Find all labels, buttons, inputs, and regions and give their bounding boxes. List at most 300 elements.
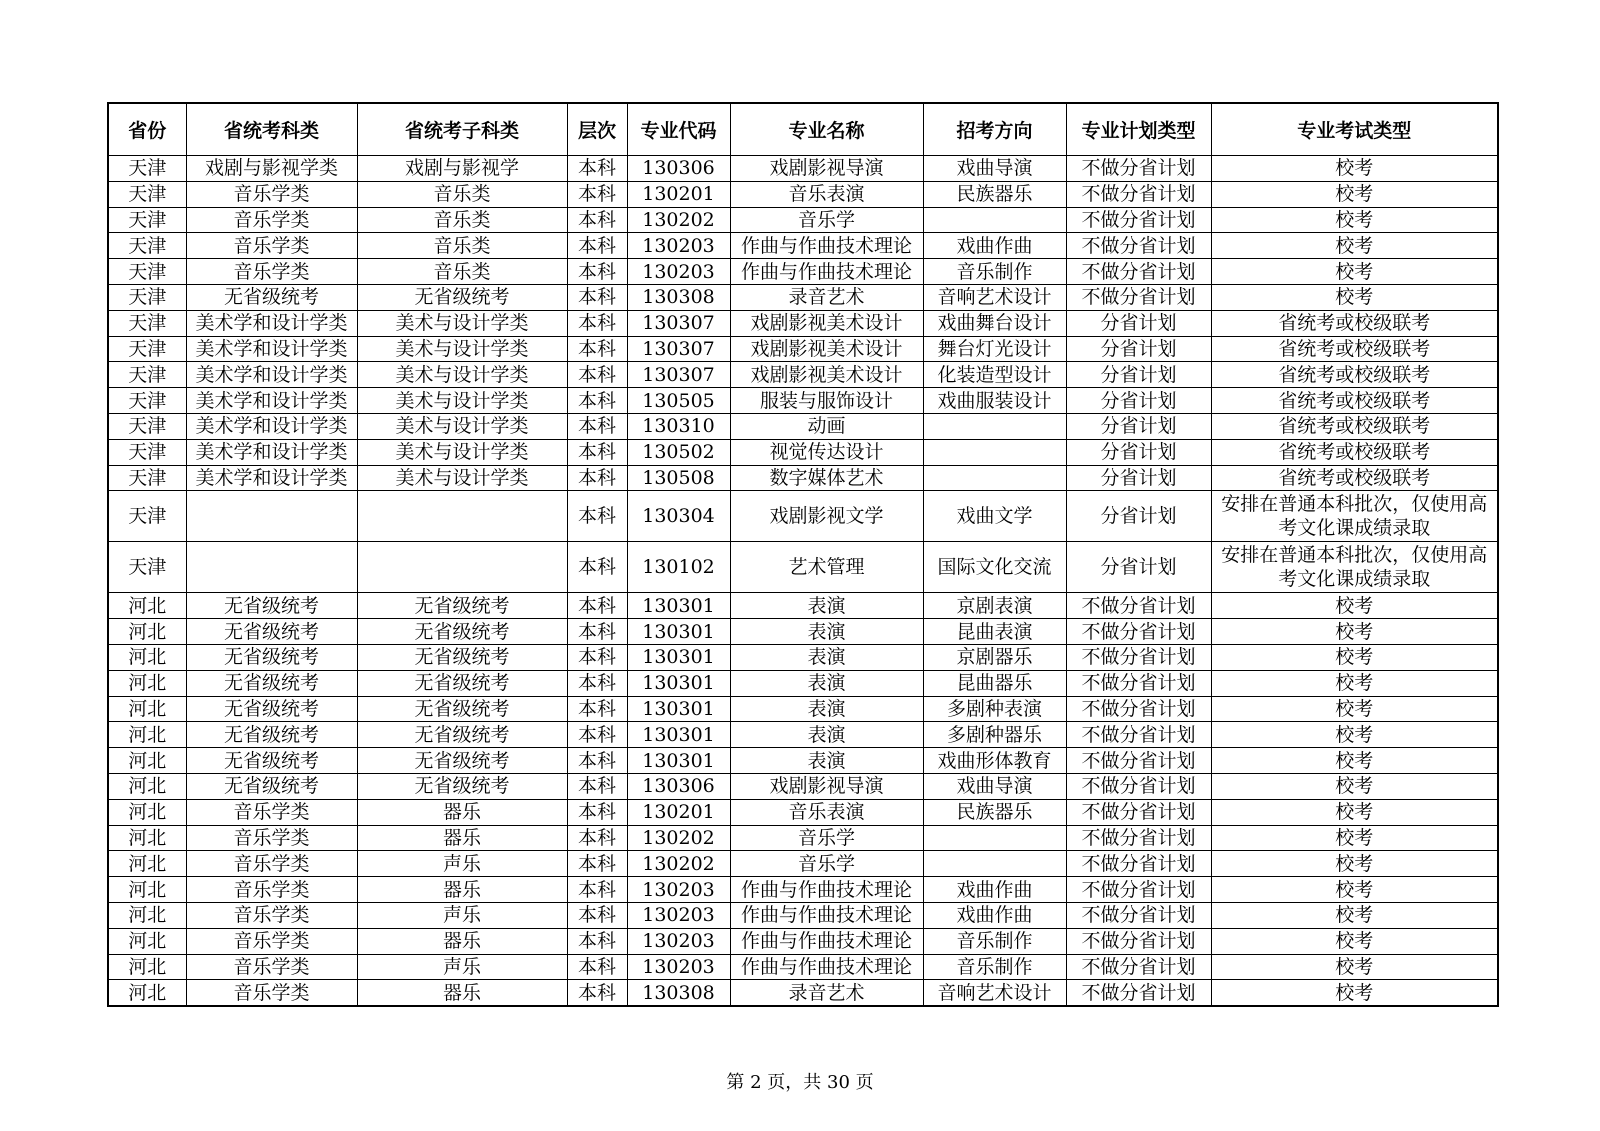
table-row <box>108 362 1498 388</box>
cell-exam-type: 校考 <box>1211 696 1498 722</box>
cell-level: 本科 <box>567 181 627 207</box>
cell-admission-direction: 音乐制作 <box>923 259 1066 285</box>
cell-major-code: 130203 <box>627 259 730 285</box>
cell-exam-subcategory: 声乐 <box>357 902 567 928</box>
cell-exam-subcategory: 无省级统考 <box>357 670 567 696</box>
cell-exam-subcategory: 声乐 <box>357 954 567 980</box>
cell-level: 本科 <box>567 670 627 696</box>
cell-major-name: 作曲与作曲技术理论 <box>730 954 923 980</box>
cell-level: 本科 <box>567 928 627 954</box>
cell-major-code: 130203 <box>627 954 730 980</box>
cell-major-code: 130508 <box>627 465 730 491</box>
table-row <box>108 928 1498 954</box>
cell-major-name: 音乐表演 <box>730 799 923 825</box>
cell-level: 本科 <box>567 696 627 722</box>
table-row <box>108 259 1498 285</box>
cell-major-code: 130505 <box>627 388 730 414</box>
cell-admission-direction <box>923 439 1066 465</box>
cell-exam-subcategory: 无省级统考 <box>357 696 567 722</box>
cell-province: 河北 <box>108 619 186 645</box>
cell-exam-subcategory: 声乐 <box>357 851 567 877</box>
cell-level: 本科 <box>567 644 627 670</box>
cell-plan-type: 不做分省计划 <box>1066 928 1211 954</box>
table-row <box>108 851 1498 877</box>
cell-major-code: 130301 <box>627 696 730 722</box>
cell-plan-type: 不做分省计划 <box>1066 773 1211 799</box>
cell-province: 天津 <box>108 336 186 362</box>
cell-exam-type: 安排在普通本科批次，仅使用高考文化课成绩录取 <box>1211 491 1498 542</box>
cell-exam-type: 校考 <box>1211 773 1498 799</box>
cell-level: 本科 <box>567 336 627 362</box>
cell-major-name: 数字媒体艺术 <box>730 465 923 491</box>
cell-plan-type: 分省计划 <box>1066 491 1211 542</box>
cell-province: 河北 <box>108 928 186 954</box>
cell-plan-type: 分省计划 <box>1066 413 1211 439</box>
cell-major-code: 130306 <box>627 156 730 182</box>
table-row <box>108 902 1498 928</box>
cell-exam-subcategory <box>357 491 567 542</box>
cell-major-code: 130301 <box>627 722 730 748</box>
cell-level: 本科 <box>567 439 627 465</box>
cell-plan-type: 不做分省计划 <box>1066 619 1211 645</box>
cell-province: 河北 <box>108 877 186 903</box>
cell-exam-subcategory: 无省级统考 <box>357 748 567 774</box>
cell-exam-type: 校考 <box>1211 799 1498 825</box>
cell-admission-direction: 音乐制作 <box>923 928 1066 954</box>
cell-plan-type: 分省计划 <box>1066 465 1211 491</box>
cell-province: 天津 <box>108 362 186 388</box>
table-row <box>108 722 1498 748</box>
cell-exam-type: 省统考或校级联考 <box>1211 336 1498 362</box>
table-row <box>108 980 1498 1006</box>
cell-exam-type: 校考 <box>1211 748 1498 774</box>
cell-exam-category: 音乐学类 <box>186 902 357 928</box>
cell-level: 本科 <box>567 542 627 593</box>
table-row <box>108 388 1498 414</box>
cell-admission-direction: 多剧种器乐 <box>923 722 1066 748</box>
cell-exam-category: 无省级统考 <box>186 284 357 310</box>
cell-exam-type: 省统考或校级联考 <box>1211 439 1498 465</box>
cell-admission-direction <box>923 207 1066 233</box>
cell-province: 河北 <box>108 748 186 774</box>
cell-exam-subcategory: 无省级统考 <box>357 644 567 670</box>
cell-major-code: 130201 <box>627 799 730 825</box>
cell-major-name: 视觉传达设计 <box>730 439 923 465</box>
column-header-province: 省份 <box>108 103 186 156</box>
cell-province: 天津 <box>108 259 186 285</box>
cell-major-code: 130203 <box>627 233 730 259</box>
cell-province: 河北 <box>108 902 186 928</box>
cell-plan-type: 不做分省计划 <box>1066 980 1211 1006</box>
cell-exam-category: 音乐学类 <box>186 825 357 851</box>
cell-major-name: 戏剧影视美术设计 <box>730 362 923 388</box>
cell-major-name: 音乐学 <box>730 825 923 851</box>
cell-exam-subcategory: 美术与设计学类 <box>357 336 567 362</box>
table-row <box>108 336 1498 362</box>
cell-exam-category: 无省级统考 <box>186 619 357 645</box>
cell-major-name: 艺术管理 <box>730 542 923 593</box>
table-row <box>108 619 1498 645</box>
table-row <box>108 465 1498 491</box>
cell-major-name: 表演 <box>730 670 923 696</box>
cell-exam-type: 校考 <box>1211 954 1498 980</box>
cell-level: 本科 <box>567 284 627 310</box>
cell-level: 本科 <box>567 207 627 233</box>
cell-province: 河北 <box>108 773 186 799</box>
cell-plan-type: 分省计划 <box>1066 336 1211 362</box>
cell-exam-subcategory: 无省级统考 <box>357 619 567 645</box>
cell-level: 本科 <box>567 748 627 774</box>
cell-plan-type: 不做分省计划 <box>1066 593 1211 619</box>
cell-plan-type: 不做分省计划 <box>1066 207 1211 233</box>
cell-exam-category: 无省级统考 <box>186 696 357 722</box>
cell-exam-category: 音乐学类 <box>186 207 357 233</box>
cell-exam-category: 美术学和设计学类 <box>186 465 357 491</box>
cell-plan-type: 不做分省计划 <box>1066 851 1211 877</box>
cell-exam-type: 校考 <box>1211 877 1498 903</box>
cell-major-code: 130203 <box>627 877 730 903</box>
cell-exam-subcategory: 美术与设计学类 <box>357 413 567 439</box>
table-row <box>108 181 1498 207</box>
cell-exam-category: 戏剧与影视学类 <box>186 156 357 182</box>
cell-plan-type: 分省计划 <box>1066 439 1211 465</box>
cell-plan-type: 不做分省计划 <box>1066 954 1211 980</box>
cell-level: 本科 <box>567 722 627 748</box>
cell-major-name: 作曲与作曲技术理论 <box>730 902 923 928</box>
cell-exam-category: 美术学和设计学类 <box>186 362 357 388</box>
cell-level: 本科 <box>567 465 627 491</box>
table-row <box>108 413 1498 439</box>
cell-province: 天津 <box>108 284 186 310</box>
cell-exam-subcategory: 音乐类 <box>357 259 567 285</box>
cell-plan-type: 不做分省计划 <box>1066 877 1211 903</box>
cell-exam-category: 美术学和设计学类 <box>186 439 357 465</box>
cell-exam-subcategory: 无省级统考 <box>357 593 567 619</box>
cell-exam-type: 校考 <box>1211 670 1498 696</box>
cell-exam-type: 省统考或校级联考 <box>1211 465 1498 491</box>
cell-plan-type: 分省计划 <box>1066 310 1211 336</box>
table-row <box>108 233 1498 259</box>
cell-admission-direction: 京剧表演 <box>923 593 1066 619</box>
cell-province: 天津 <box>108 233 186 259</box>
cell-exam-type: 校考 <box>1211 980 1498 1006</box>
cell-exam-category: 音乐学类 <box>186 928 357 954</box>
cell-level: 本科 <box>567 877 627 903</box>
header-row <box>108 103 1498 156</box>
cell-exam-category: 音乐学类 <box>186 259 357 285</box>
cell-level: 本科 <box>567 799 627 825</box>
cell-major-name: 戏剧影视美术设计 <box>730 310 923 336</box>
cell-exam-category: 无省级统考 <box>186 644 357 670</box>
cell-admission-direction: 戏曲作曲 <box>923 877 1066 903</box>
cell-level: 本科 <box>567 954 627 980</box>
table-row <box>108 877 1498 903</box>
cell-exam-category: 无省级统考 <box>186 593 357 619</box>
cell-level: 本科 <box>567 156 627 182</box>
cell-admission-direction: 戏曲形体教育 <box>923 748 1066 774</box>
cell-exam-type: 校考 <box>1211 928 1498 954</box>
column-header-exam-category: 省统考科类 <box>186 103 357 156</box>
cell-admission-direction <box>923 465 1066 491</box>
cell-major-code: 130310 <box>627 413 730 439</box>
cell-province: 河北 <box>108 593 186 619</box>
cell-province: 天津 <box>108 388 186 414</box>
cell-exam-subcategory: 器乐 <box>357 825 567 851</box>
cell-major-code: 130308 <box>627 284 730 310</box>
cell-exam-category: 美术学和设计学类 <box>186 413 357 439</box>
cell-plan-type: 不做分省计划 <box>1066 722 1211 748</box>
cell-exam-type: 省统考或校级联考 <box>1211 362 1498 388</box>
cell-admission-direction: 音响艺术设计 <box>923 980 1066 1006</box>
cell-admission-direction <box>923 851 1066 877</box>
cell-level: 本科 <box>567 619 627 645</box>
cell-major-code: 130202 <box>627 207 730 233</box>
column-header-exam-subcategory: 省统考子科类 <box>357 103 567 156</box>
cell-major-name: 表演 <box>730 748 923 774</box>
cell-exam-category <box>186 491 357 542</box>
cell-plan-type: 分省计划 <box>1066 542 1211 593</box>
cell-plan-type: 分省计划 <box>1066 388 1211 414</box>
cell-admission-direction <box>923 413 1066 439</box>
table-row <box>108 207 1498 233</box>
cell-exam-type: 省统考或校级联考 <box>1211 413 1498 439</box>
cell-admission-direction: 多剧种表演 <box>923 696 1066 722</box>
cell-exam-category: 无省级统考 <box>186 722 357 748</box>
admissions-table <box>107 102 1499 1007</box>
cell-admission-direction: 戏曲服装设计 <box>923 388 1066 414</box>
cell-plan-type: 不做分省计划 <box>1066 696 1211 722</box>
cell-exam-type: 校考 <box>1211 722 1498 748</box>
cell-major-name: 录音艺术 <box>730 284 923 310</box>
cell-level: 本科 <box>567 593 627 619</box>
cell-admission-direction <box>923 825 1066 851</box>
cell-exam-subcategory: 音乐类 <box>357 233 567 259</box>
cell-admission-direction: 民族器乐 <box>923 181 1066 207</box>
cell-exam-subcategory: 无省级统考 <box>357 722 567 748</box>
table-row <box>108 773 1498 799</box>
cell-exam-type: 校考 <box>1211 207 1498 233</box>
table-row <box>108 593 1498 619</box>
cell-major-name: 音乐学 <box>730 207 923 233</box>
cell-level: 本科 <box>567 825 627 851</box>
cell-exam-subcategory: 器乐 <box>357 877 567 903</box>
cell-admission-direction: 音乐制作 <box>923 954 1066 980</box>
cell-exam-type: 校考 <box>1211 851 1498 877</box>
cell-level: 本科 <box>567 902 627 928</box>
cell-plan-type: 不做分省计划 <box>1066 259 1211 285</box>
column-header-exam-type: 专业考试类型 <box>1211 103 1498 156</box>
cell-major-name: 作曲与作曲技术理论 <box>730 877 923 903</box>
cell-exam-category: 无省级统考 <box>186 773 357 799</box>
cell-province: 河北 <box>108 851 186 877</box>
cell-exam-subcategory: 美术与设计学类 <box>357 465 567 491</box>
cell-exam-category <box>186 542 357 593</box>
page-footer: 第 2 页，共 30 页 <box>726 1072 874 1093</box>
table-row <box>108 670 1498 696</box>
cell-exam-subcategory: 音乐类 <box>357 207 567 233</box>
table-row <box>108 542 1498 593</box>
column-header-plan-type: 专业计划类型 <box>1066 103 1211 156</box>
cell-plan-type: 不做分省计划 <box>1066 670 1211 696</box>
cell-province: 河北 <box>108 825 186 851</box>
cell-province: 天津 <box>108 310 186 336</box>
cell-plan-type: 不做分省计划 <box>1066 233 1211 259</box>
cell-major-name: 表演 <box>730 644 923 670</box>
cell-level: 本科 <box>567 310 627 336</box>
cell-major-name: 作曲与作曲技术理论 <box>730 259 923 285</box>
cell-major-name: 戏剧影视文学 <box>730 491 923 542</box>
cell-level: 本科 <box>567 388 627 414</box>
cell-province: 河北 <box>108 644 186 670</box>
cell-exam-category: 美术学和设计学类 <box>186 388 357 414</box>
cell-major-name: 音乐学 <box>730 851 923 877</box>
cell-exam-subcategory: 音乐类 <box>357 181 567 207</box>
cell-major-name: 戏剧影视美术设计 <box>730 336 923 362</box>
cell-admission-direction: 国际文化交流 <box>923 542 1066 593</box>
cell-level: 本科 <box>567 773 627 799</box>
cell-level: 本科 <box>567 851 627 877</box>
cell-province: 河北 <box>108 799 186 825</box>
table-row <box>108 696 1498 722</box>
cell-exam-category: 无省级统考 <box>186 670 357 696</box>
cell-exam-type: 省统考或校级联考 <box>1211 310 1498 336</box>
cell-plan-type: 不做分省计划 <box>1066 644 1211 670</box>
column-header-major-name: 专业名称 <box>730 103 923 156</box>
cell-major-name: 动画 <box>730 413 923 439</box>
cell-exam-type: 校考 <box>1211 902 1498 928</box>
column-header-level: 层次 <box>567 103 627 156</box>
column-header-admission-direction: 招考方向 <box>923 103 1066 156</box>
column-header-major-code: 专业代码 <box>627 103 730 156</box>
cell-level: 本科 <box>567 491 627 542</box>
cell-level: 本科 <box>567 233 627 259</box>
cell-major-code: 130301 <box>627 670 730 696</box>
cell-major-code: 130203 <box>627 902 730 928</box>
cell-province: 天津 <box>108 413 186 439</box>
cell-major-code: 130202 <box>627 851 730 877</box>
cell-plan-type: 不做分省计划 <box>1066 902 1211 928</box>
cell-province: 河北 <box>108 722 186 748</box>
table-row <box>108 310 1498 336</box>
cell-admission-direction: 戏曲作曲 <box>923 902 1066 928</box>
cell-major-code: 130307 <box>627 310 730 336</box>
cell-province: 河北 <box>108 696 186 722</box>
cell-major-name: 作曲与作曲技术理论 <box>730 928 923 954</box>
cell-major-code: 130203 <box>627 928 730 954</box>
cell-major-name: 表演 <box>730 722 923 748</box>
cell-admission-direction: 舞台灯光设计 <box>923 336 1066 362</box>
cell-exam-subcategory <box>357 542 567 593</box>
cell-plan-type: 不做分省计划 <box>1066 181 1211 207</box>
cell-major-name: 戏剧影视导演 <box>730 773 923 799</box>
cell-major-name: 音乐表演 <box>730 181 923 207</box>
cell-plan-type: 不做分省计划 <box>1066 156 1211 182</box>
cell-major-code: 130301 <box>627 593 730 619</box>
cell-major-code: 130301 <box>627 644 730 670</box>
cell-major-code: 130304 <box>627 491 730 542</box>
cell-exam-subcategory: 美术与设计学类 <box>357 388 567 414</box>
cell-plan-type: 不做分省计划 <box>1066 284 1211 310</box>
cell-province: 河北 <box>108 954 186 980</box>
cell-admission-direction: 昆曲器乐 <box>923 670 1066 696</box>
cell-admission-direction: 戏曲导演 <box>923 773 1066 799</box>
cell-major-name: 戏剧影视导演 <box>730 156 923 182</box>
cell-major-code: 130308 <box>627 980 730 1006</box>
table-row <box>108 284 1498 310</box>
cell-exam-subcategory: 无省级统考 <box>357 284 567 310</box>
cell-province: 天津 <box>108 465 186 491</box>
cell-province: 河北 <box>108 980 186 1006</box>
cell-admission-direction: 戏曲文学 <box>923 491 1066 542</box>
cell-level: 本科 <box>567 413 627 439</box>
cell-exam-category: 音乐学类 <box>186 877 357 903</box>
cell-exam-category: 美术学和设计学类 <box>186 336 357 362</box>
cell-exam-type: 校考 <box>1211 825 1498 851</box>
table-row <box>108 491 1498 542</box>
cell-exam-subcategory: 器乐 <box>357 799 567 825</box>
cell-exam-category: 音乐学类 <box>186 980 357 1006</box>
cell-exam-category: 音乐学类 <box>186 954 357 980</box>
table-row <box>108 156 1498 182</box>
cell-exam-type: 校考 <box>1211 233 1498 259</box>
cell-exam-subcategory: 无省级统考 <box>357 773 567 799</box>
cell-plan-type: 不做分省计划 <box>1066 825 1211 851</box>
cell-major-code: 130301 <box>627 619 730 645</box>
cell-major-name: 表演 <box>730 593 923 619</box>
table-row <box>108 954 1498 980</box>
cell-province: 天津 <box>108 491 186 542</box>
cell-exam-category: 音乐学类 <box>186 181 357 207</box>
cell-province: 天津 <box>108 207 186 233</box>
cell-exam-type: 校考 <box>1211 593 1498 619</box>
cell-major-code: 130306 <box>627 773 730 799</box>
cell-exam-subcategory: 器乐 <box>357 980 567 1006</box>
cell-major-code: 130307 <box>627 362 730 388</box>
cell-major-code: 130102 <box>627 542 730 593</box>
cell-major-code: 130201 <box>627 181 730 207</box>
cell-plan-type: 分省计划 <box>1066 362 1211 388</box>
table-row <box>108 799 1498 825</box>
cell-major-code: 130307 <box>627 336 730 362</box>
cell-level: 本科 <box>567 362 627 388</box>
cell-major-name: 服装与服饰设计 <box>730 388 923 414</box>
cell-exam-category: 音乐学类 <box>186 851 357 877</box>
cell-level: 本科 <box>567 259 627 285</box>
cell-major-name: 表演 <box>730 696 923 722</box>
table-row <box>108 825 1498 851</box>
cell-province: 天津 <box>108 439 186 465</box>
cell-exam-subcategory: 戏剧与影视学 <box>357 156 567 182</box>
table-body <box>108 156 1498 1007</box>
cell-province: 天津 <box>108 181 186 207</box>
cell-admission-direction: 戏曲作曲 <box>923 233 1066 259</box>
cell-exam-type: 校考 <box>1211 181 1498 207</box>
cell-exam-category: 音乐学类 <box>186 799 357 825</box>
cell-exam-category: 美术学和设计学类 <box>186 310 357 336</box>
cell-province: 天津 <box>108 542 186 593</box>
cell-exam-category: 无省级统考 <box>186 748 357 774</box>
cell-admission-direction: 昆曲表演 <box>923 619 1066 645</box>
cell-major-code: 130202 <box>627 825 730 851</box>
cell-level: 本科 <box>567 980 627 1006</box>
cell-exam-subcategory: 美术与设计学类 <box>357 362 567 388</box>
cell-major-code: 130301 <box>627 748 730 774</box>
table-row <box>108 748 1498 774</box>
cell-exam-subcategory: 美术与设计学类 <box>357 310 567 336</box>
cell-exam-type: 校考 <box>1211 619 1498 645</box>
cell-admission-direction: 民族器乐 <box>923 799 1066 825</box>
table-row <box>108 439 1498 465</box>
